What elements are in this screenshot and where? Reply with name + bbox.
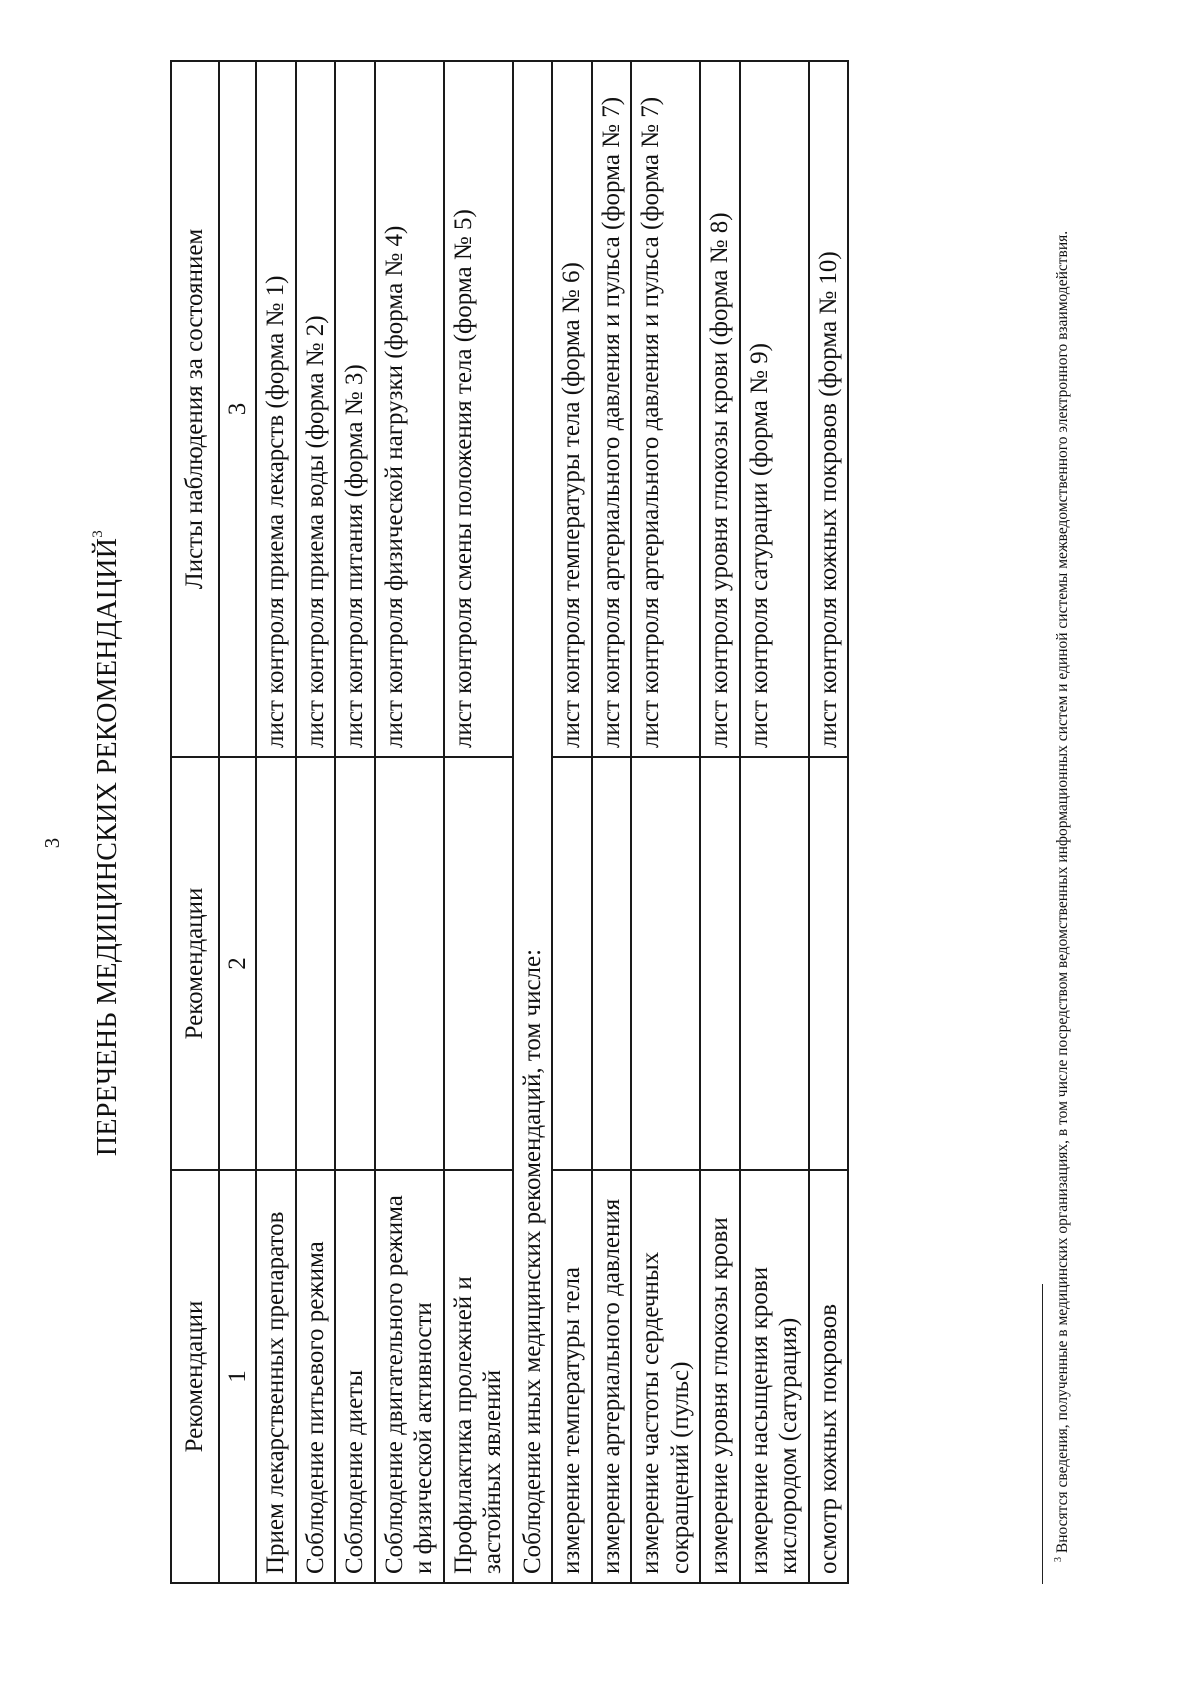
table-row — [631, 61, 700, 1583]
recommendation-detail-cell — [296, 757, 336, 1170]
document-title-text: ПЕРЕЧЕНЬ МЕДИЦИНСКИХ РЕКОМЕНДАЦИЙ — [92, 537, 123, 1157]
observation-sheet-cell: лист контроля сатурации (форма № 9) — [740, 61, 809, 757]
recommendation-detail-cell — [256, 757, 296, 1170]
recommendation-cell: осмотр кожных покровов — [809, 1170, 849, 1583]
page-number: 3 — [40, 837, 64, 849]
observation-sheet-cell: лист контроля артериального давления и пульса (форма № 7) — [592, 61, 632, 757]
recommendation-detail-cell — [444, 757, 513, 1170]
header-recommendations-2: Рекомендации — [171, 757, 219, 1170]
table-row — [444, 61, 513, 1583]
table-row — [592, 61, 632, 1583]
observation-sheet-cell: лист контроля смены положения тела (форма № 5) — [444, 61, 513, 757]
column-number-3: 3 — [219, 61, 257, 757]
footnote-text: Вносятся сведения, полученные в медицинских организациях, в том числе посредством ведомственных информационных систем и единой системы межведомственного электронного взаимодействия. — [1054, 230, 1072, 1554]
table-row — [552, 61, 592, 1583]
column-number-row — [219, 61, 257, 1583]
observation-sheet-cell: лист контроля приема воды (форма № 2) — [296, 61, 336, 757]
recommendation-detail-cell — [552, 757, 592, 1170]
recommendation-cell: Соблюдение двигательного режима и физической активности — [375, 1170, 444, 1583]
recommendation-cell: измерение частоты сердечных сокращений (пульс) — [631, 1170, 700, 1583]
table-row — [375, 61, 444, 1583]
title-footnote-mark: 3 — [89, 529, 106, 538]
recommendation-detail-cell — [335, 757, 375, 1170]
recommendation-cell: измерение температуры тела — [552, 1170, 592, 1583]
table-row — [740, 61, 809, 1583]
document-title — [89, 0, 124, 1686]
observation-sheet-cell: лист контроля питания (форма № 3) — [335, 61, 375, 757]
column-number-1: 1 — [219, 1170, 257, 1583]
recommendation-detail-cell — [740, 757, 809, 1170]
recommendation-cell: измерение насыщения крови кислородом (сатурация) — [740, 1170, 809, 1583]
header-recommendations-1: Рекомендации — [171, 1170, 219, 1583]
observation-sheet-cell: лист контроля артериального давления и пульса (форма № 7) — [631, 61, 700, 757]
table-row — [809, 61, 849, 1583]
footnote-mark: 3 — [1053, 1557, 1064, 1562]
footnote-divider — [1042, 1284, 1043, 1584]
table-row — [700, 61, 740, 1583]
section-row — [513, 61, 553, 1583]
recommendation-cell: измерение уровня глюкозы крови — [700, 1170, 740, 1583]
recommendation-detail-cell — [592, 757, 632, 1170]
footnote — [1052, 104, 1074, 1584]
section-heading-cell: Соблюдение иных медицинских рекомендаций, том числе: — [513, 61, 553, 1583]
observation-sheet-cell: лист контроля уровня глюкозы крови (форма № 8) — [700, 61, 740, 757]
header-observation-sheets: Листы наблюдения за состоянием — [171, 61, 219, 757]
table-header-row — [171, 61, 219, 1583]
table-row — [296, 61, 336, 1583]
table-row — [335, 61, 375, 1583]
recommendation-detail-cell — [631, 757, 700, 1170]
recommendation-cell: Прием лекарственных препаратов — [256, 1170, 296, 1583]
recommendation-cell: измерение артериального давления — [592, 1170, 632, 1583]
recommendation-detail-cell — [375, 757, 444, 1170]
observation-sheet-cell: лист контроля температуры тела (форма № 6) — [552, 61, 592, 757]
recommendation-cell: Соблюдение диеты — [335, 1170, 375, 1583]
recommendation-cell: Профилактика пролежней и застойных явлений — [444, 1170, 513, 1583]
observation-sheet-cell: лист контроля кожных покровов (форма № 10) — [809, 61, 849, 757]
column-number-2: 2 — [219, 757, 257, 1170]
observation-sheet-cell: лист контроля приема лекарств (форма № 1) — [256, 61, 296, 757]
recommendation-detail-cell — [809, 757, 849, 1170]
observation-sheet-cell: лист контроля физической нагрузки (форма № 4) — [375, 61, 444, 757]
recommendation-cell: Соблюдение питьевого режима — [296, 1170, 336, 1583]
recommendation-detail-cell — [700, 757, 740, 1170]
recommendations-table — [170, 60, 849, 1584]
table-row — [256, 61, 296, 1583]
